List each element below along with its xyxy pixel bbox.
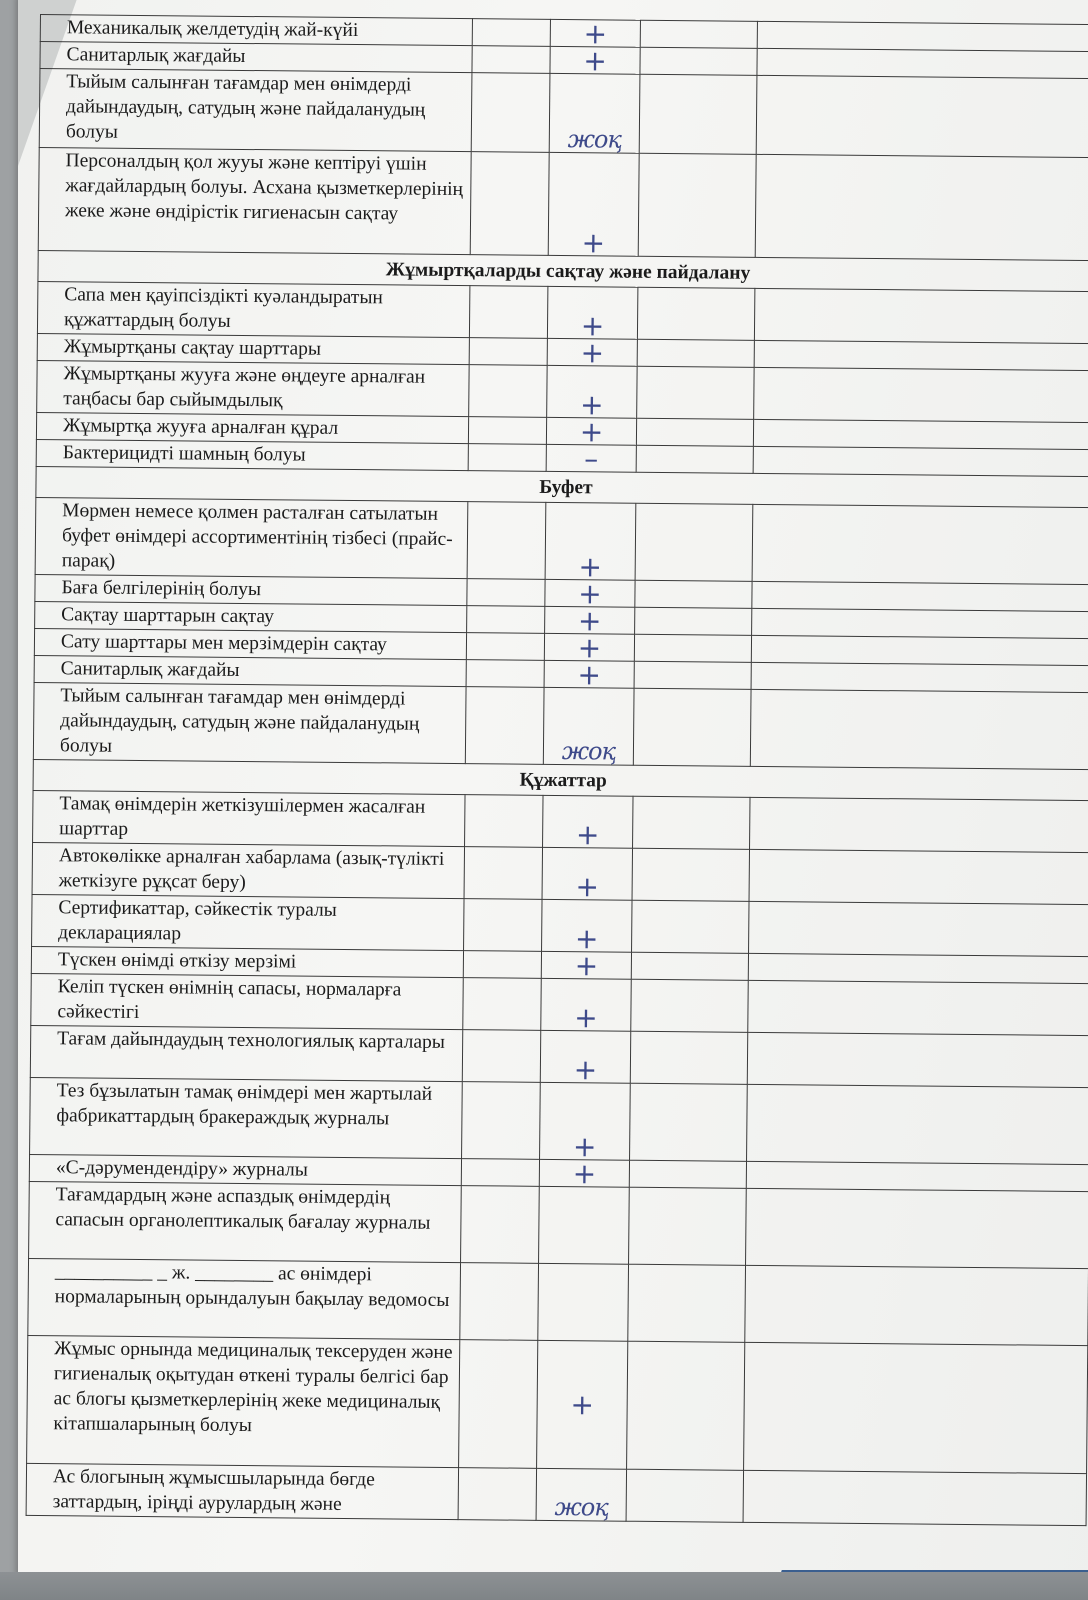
empty-cell bbox=[752, 581, 1088, 611]
empty-cell bbox=[752, 504, 1088, 584]
criterion-text: Бактерицидті шамның болуы bbox=[36, 439, 468, 470]
criterion-text: Сату шарттары мен мерзімдерін сақтау bbox=[34, 628, 466, 659]
handwritten-mark: + bbox=[537, 1340, 628, 1469]
empty-cell bbox=[464, 899, 542, 952]
empty-cell bbox=[640, 47, 757, 75]
criterion-text: Сапа мен қауіпсіздікті куәландыратын құжаттардың болуы bbox=[37, 281, 469, 337]
empty-cell bbox=[462, 1030, 540, 1083]
empty-cell bbox=[632, 900, 749, 953]
handwritten-mark: + bbox=[547, 286, 637, 339]
empty-cell bbox=[743, 1470, 1086, 1525]
empty-cell bbox=[748, 953, 1088, 983]
criterion-text: Түскен өнімді өткізу мерзімі bbox=[31, 946, 463, 977]
criterion-text: «С-дәрумендендіру» журналы bbox=[29, 1154, 461, 1185]
empty-cell bbox=[757, 48, 1088, 78]
empty-cell bbox=[633, 688, 751, 766]
criterion-text: Жұмыртқаны жууға және өңдеуге арналған таңбасы бар сыйымдылық bbox=[37, 360, 469, 416]
table-row bbox=[39, 69, 1088, 158]
empty-cell bbox=[466, 660, 544, 688]
criterion-text: Келіп түскен өнімнің сапасы, нормаларға сәйкестігі bbox=[31, 973, 463, 1029]
empty-cell bbox=[630, 1031, 747, 1084]
empty-cell bbox=[460, 1263, 539, 1341]
criterion-text: Сақтау шарттарын сақтау bbox=[35, 601, 467, 632]
empty-cell bbox=[636, 445, 753, 473]
section-title: Құжаттар bbox=[33, 759, 1088, 800]
empty-cell bbox=[467, 502, 546, 580]
empty-cell bbox=[640, 20, 757, 48]
empty-cell bbox=[629, 1160, 746, 1188]
handwritten-mark: + bbox=[550, 46, 640, 74]
empty-cell bbox=[749, 901, 1088, 956]
empty-cell bbox=[747, 1032, 1088, 1087]
criterion-text: Санитарлық жағдайы bbox=[40, 42, 472, 73]
handwritten-mark: + bbox=[540, 1082, 631, 1160]
table-row bbox=[35, 497, 1088, 584]
handwritten-mark: – bbox=[546, 444, 636, 472]
empty-cell bbox=[745, 1265, 1088, 1345]
handwritten-mark: + bbox=[545, 579, 635, 607]
empty-cell bbox=[746, 1161, 1088, 1191]
table-row bbox=[27, 1335, 1088, 1473]
checklist-body bbox=[26, 15, 1088, 1526]
empty-cell bbox=[754, 288, 1088, 343]
table-row bbox=[30, 1077, 1088, 1164]
table-row bbox=[28, 1258, 1088, 1345]
empty-cell bbox=[634, 634, 751, 662]
empty-cell bbox=[470, 152, 549, 256]
empty-cell bbox=[635, 503, 753, 581]
empty-cell bbox=[633, 796, 750, 849]
criterion-text: Персоналдың қол жууы және кептіруі үшін жағдайлардың болуы. Асхана қызметкерлерінің жеке және өндірістік гигиенасын сақтау bbox=[38, 147, 471, 254]
empty-cell bbox=[630, 1083, 748, 1161]
empty-cell bbox=[463, 978, 541, 1031]
table-row bbox=[29, 1181, 1088, 1268]
empty-cell bbox=[466, 633, 544, 661]
criterion-text: Механикалық желдетудің жай-күйі bbox=[40, 15, 472, 46]
empty-cell bbox=[465, 687, 544, 765]
empty-cell bbox=[631, 952, 748, 980]
empty-cell bbox=[636, 418, 753, 446]
empty-cell bbox=[637, 339, 754, 367]
table-row bbox=[33, 682, 1088, 769]
empty-cell bbox=[754, 367, 1088, 422]
empty-cell bbox=[462, 1082, 541, 1160]
empty-cell bbox=[634, 661, 751, 689]
handwritten-mark: жоқ bbox=[543, 687, 634, 765]
empty-cell bbox=[752, 608, 1088, 638]
criterion-text: Мөрмен немесе қолмен расталған сатылатын буфет өнімдері ассортиментінің тізбесі (прайс-парақ) bbox=[35, 497, 468, 578]
criterion-text: Ас блогының жұмысшыларында бөгде заттардың, іріңді аурулардың және bbox=[26, 1463, 458, 1519]
empty-cell bbox=[639, 74, 757, 154]
empty-cell bbox=[626, 1469, 743, 1522]
empty-cell bbox=[464, 847, 542, 900]
empty-cell bbox=[469, 365, 547, 418]
empty-cell bbox=[751, 635, 1088, 665]
empty-cell bbox=[627, 1341, 745, 1470]
empty-cell bbox=[637, 287, 754, 340]
handwritten-mark: + bbox=[547, 338, 637, 366]
criterion-text: Тыйым салынған тағамдар мен өнімдерді дайындаудың, сатудың және пайдаланудың болуы bbox=[33, 682, 466, 763]
handwritten-mark bbox=[539, 1186, 630, 1264]
empty-cell bbox=[751, 662, 1088, 692]
handwritten-mark: + bbox=[548, 152, 639, 256]
criterion-text: Сертификаттар, сәйкестік туралы декларациялар bbox=[32, 894, 464, 950]
handwritten-mark: + bbox=[539, 1159, 629, 1187]
handwritten-mark: + bbox=[542, 899, 632, 952]
empty-cell bbox=[748, 980, 1088, 1035]
criterion-text: Тыйым салынған тағамдар мен өнімдерді дайындаудың, сатудың және пайдаланудың болуы bbox=[39, 69, 472, 152]
empty-cell bbox=[467, 579, 545, 607]
empty-cell bbox=[757, 21, 1088, 51]
handwritten-mark: + bbox=[540, 1030, 630, 1083]
empty-cell bbox=[463, 951, 541, 979]
empty-cell bbox=[637, 366, 754, 419]
empty-cell bbox=[471, 73, 550, 153]
handwritten-mark: + bbox=[546, 417, 636, 445]
empty-cell bbox=[749, 849, 1088, 904]
section-title: Жұмыртқаларды сақтау және пайдалану bbox=[38, 250, 1088, 291]
empty-cell bbox=[465, 795, 543, 848]
empty-cell bbox=[461, 1186, 540, 1264]
table-row bbox=[26, 1463, 1086, 1525]
empty-cell bbox=[458, 1468, 536, 1521]
empty-cell bbox=[629, 1187, 747, 1265]
empty-cell bbox=[753, 446, 1088, 476]
empty-cell bbox=[750, 689, 1088, 769]
handwritten-mark: + bbox=[545, 606, 635, 634]
handwritten-mark: + bbox=[543, 795, 633, 848]
background-surface bbox=[0, 1572, 1088, 1600]
empty-cell bbox=[750, 797, 1088, 852]
empty-cell bbox=[472, 19, 550, 47]
empty-cell bbox=[469, 338, 547, 366]
criterion-text: Автокөлікке арналған хабарлама (азық-түлікті жеткізуге рұқсат беру) bbox=[32, 842, 464, 898]
criterion-text: Тамақ өнімдерін жеткізушілермен жасалған шарттар bbox=[33, 790, 465, 846]
empty-cell bbox=[635, 607, 752, 635]
criterion-text: Жұмыс орнында медициналық тексеруден және гигиеналық оқытудан өткені туралы белгісі бар ас блогы қызметкерлерінің жеке медициналық кітапшаларының болуы bbox=[27, 1335, 460, 1467]
empty-cell bbox=[628, 1264, 746, 1342]
empty-cell bbox=[635, 580, 752, 608]
handwritten-mark: + bbox=[544, 633, 634, 661]
empty-cell bbox=[459, 1340, 538, 1469]
empty-cell bbox=[468, 444, 546, 472]
handwritten-mark: жоқ bbox=[549, 73, 640, 153]
empty-cell bbox=[631, 979, 748, 1032]
handwritten-mark: жоқ bbox=[536, 1468, 626, 1521]
handwritten-mark bbox=[538, 1263, 629, 1341]
handwritten-mark: + bbox=[541, 951, 631, 979]
empty-cell bbox=[461, 1159, 539, 1187]
empty-cell bbox=[744, 1342, 1088, 1473]
criterion-text: Жұмыртқаны сақтау шарттары bbox=[37, 333, 469, 364]
empty-cell bbox=[753, 419, 1088, 449]
empty-cell bbox=[468, 417, 546, 445]
section-title: Буфет bbox=[36, 466, 1088, 507]
criterion-text: Тез бұзылатын тамақ өнімдері мен жартылай фабрикаттардың бракераждық журналы bbox=[30, 1077, 463, 1158]
criterion-text: Санитарлық жағдайы bbox=[34, 655, 466, 686]
criterion-text: Тағамдардың және аспаздық өнімдердің сапасын органолептикалық бағалау журналы bbox=[29, 1181, 462, 1262]
empty-cell bbox=[754, 340, 1088, 370]
handwritten-mark: + bbox=[547, 365, 637, 418]
handwritten-mark: + bbox=[541, 978, 631, 1031]
empty-cell bbox=[632, 848, 749, 901]
inspection-checklist-table bbox=[26, 14, 1088, 1526]
criterion-text: Баға белгілерінің болуы bbox=[35, 574, 467, 605]
empty-cell bbox=[755, 154, 1088, 260]
handwritten-mark: + bbox=[542, 847, 632, 900]
table-row bbox=[38, 147, 1088, 260]
criterion-text: __________ _ ж. ________ ас өнімдері нормаларының орындалуын бақылау ведомосы bbox=[28, 1258, 461, 1339]
empty-cell bbox=[472, 46, 550, 74]
empty-cell bbox=[467, 606, 545, 634]
empty-cell bbox=[746, 1188, 1088, 1268]
empty-cell bbox=[638, 153, 756, 257]
criterion-text: Жұмыртқа жууға арналған құрал bbox=[36, 412, 468, 443]
handwritten-mark: + bbox=[545, 502, 636, 580]
empty-cell bbox=[469, 286, 547, 339]
empty-cell bbox=[747, 1084, 1088, 1164]
criterion-text: Тағам дайындаудың технологиялық карталары bbox=[30, 1025, 462, 1081]
empty-cell bbox=[756, 75, 1088, 157]
handwritten-mark: + bbox=[544, 660, 634, 688]
handwritten-mark: + bbox=[550, 19, 640, 47]
